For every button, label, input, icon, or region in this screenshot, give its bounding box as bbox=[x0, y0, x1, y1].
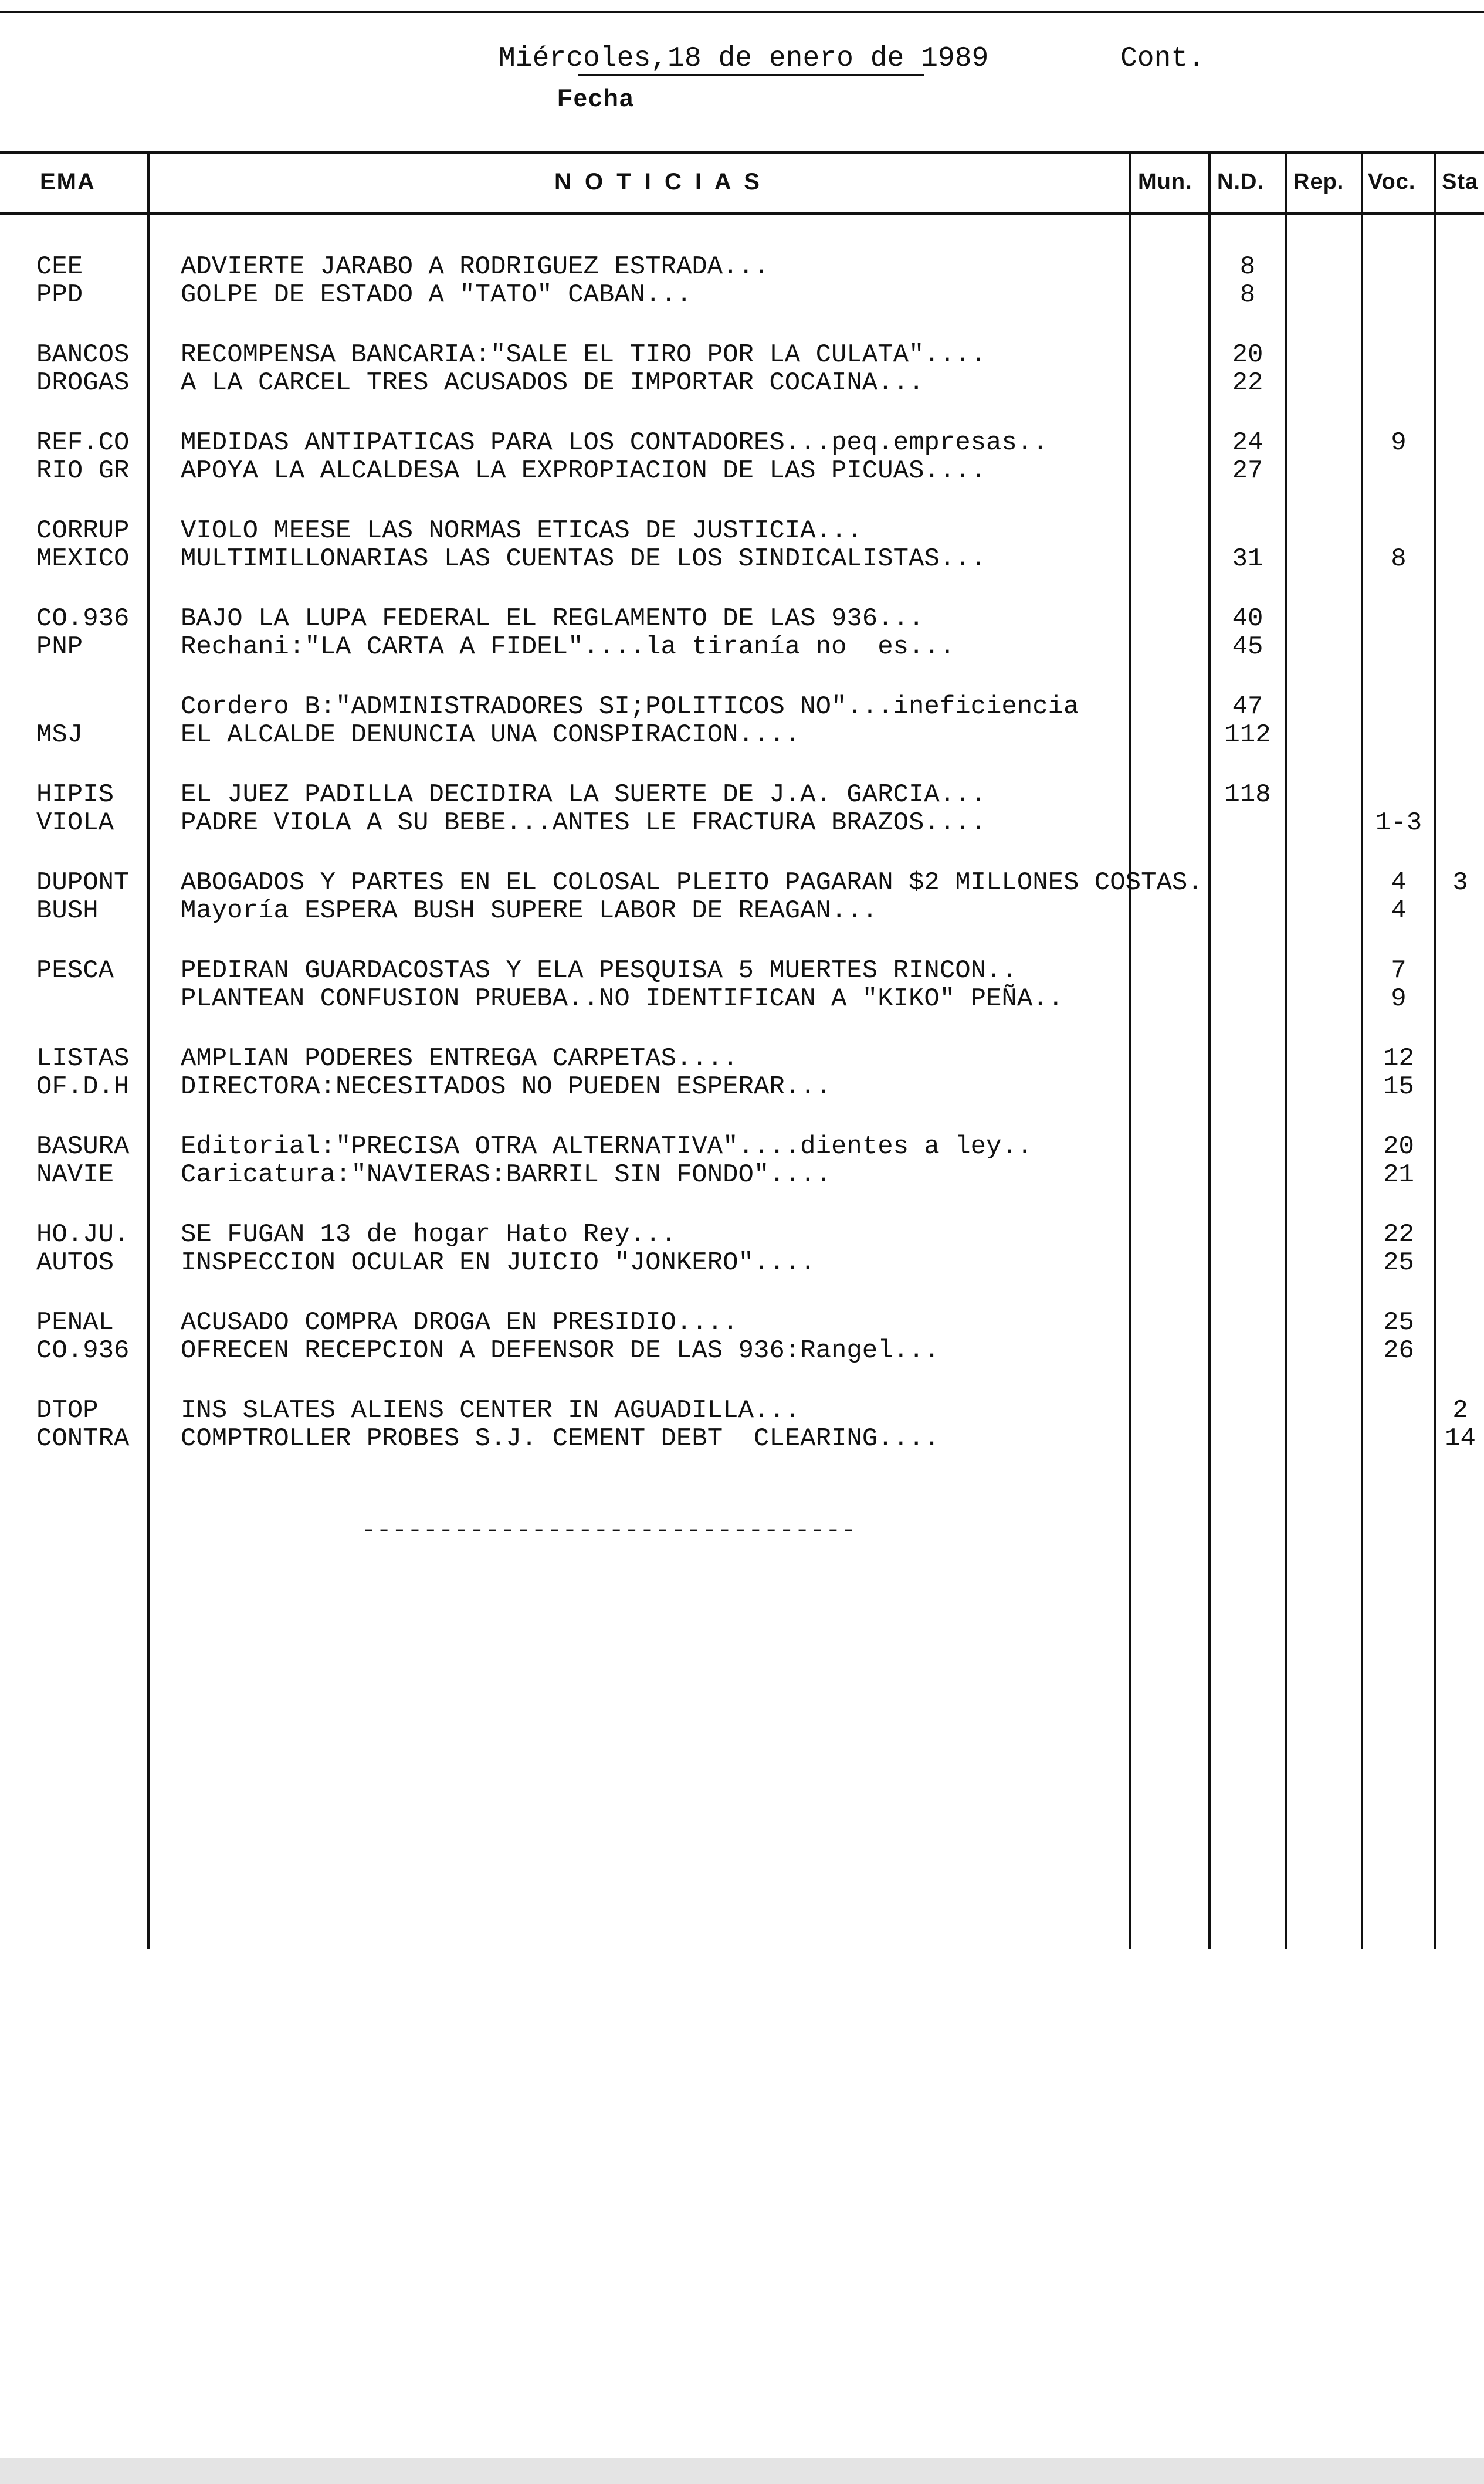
row-noticia: VIOLO MEESE LAS NORMAS ETICAS DE JUSTICIA... bbox=[181, 516, 862, 545]
row-tema: CO.936 bbox=[36, 604, 130, 633]
row-tema: REF.CO bbox=[36, 428, 130, 458]
row-noticia: INS SLATES ALIENS CENTER IN AGUADILLA... bbox=[181, 1396, 801, 1425]
row-noticia: APOYA LA ALCALDESA LA EXPROPIACION DE LAS PICUAS.... bbox=[181, 456, 987, 486]
row-voc: 4 bbox=[1391, 868, 1407, 897]
row-nd: 40 bbox=[1232, 604, 1263, 633]
row-noticia: PEDIRAN GUARDACOSTAS Y ELA PESQUISA 5 MUERTES RINCON.. bbox=[181, 956, 1017, 985]
row-tema: CEE bbox=[36, 252, 83, 282]
cont-text: Cont. bbox=[1120, 43, 1205, 74]
row-sta: 2 bbox=[1452, 1396, 1468, 1425]
col-header-voc: Voc. bbox=[1368, 170, 1416, 194]
row-sta: 3 bbox=[1452, 868, 1468, 897]
row-voc: 7 bbox=[1391, 956, 1407, 985]
row-tema: BASURA bbox=[36, 1132, 130, 1161]
row-voc: 1-3 bbox=[1375, 808, 1422, 838]
row-tema: DROGAS bbox=[36, 368, 130, 398]
footer-dashes: -------------------------------- bbox=[361, 1516, 856, 1546]
row-noticia: PLANTEAN CONFUSION PRUEBA..NO IDENTIFICAN A "KIKO" PEÑA.. bbox=[181, 984, 1064, 1014]
row-noticia: RECOMPENSA BANCARIA:"SALE EL TIRO POR LA CULATA".... bbox=[181, 340, 987, 370]
row-nd: 8 bbox=[1239, 252, 1256, 282]
row-voc: 15 bbox=[1383, 1072, 1414, 1102]
table-header-top-rule bbox=[0, 151, 1484, 154]
row-noticia: ABOGADOS Y PARTES EN EL COLOSAL PLEITO PAGARAN $2 MILLONES COSTAS. bbox=[181, 868, 1203, 897]
row-nd: 24 bbox=[1232, 428, 1263, 458]
row-voc: 22 bbox=[1383, 1220, 1414, 1249]
row-voc: 21 bbox=[1383, 1160, 1414, 1190]
row-noticia: DIRECTORA:NECESITADOS NO PUEDEN ESPERAR... bbox=[181, 1072, 831, 1102]
row-nd: 47 bbox=[1232, 692, 1263, 721]
col-rule-voc bbox=[1434, 151, 1436, 1949]
row-noticia: ACUSADO COMPRA DROGA EN PRESIDIO.... bbox=[181, 1308, 738, 1337]
row-tema: MSJ bbox=[36, 720, 83, 750]
row-noticia: Editorial:"PRECISA OTRA ALTERNATIVA"....dientes a ley.. bbox=[181, 1132, 1033, 1161]
row-noticia: PADRE VIOLA A SU BEBE...ANTES LE FRACTURA BRAZOS.... bbox=[181, 808, 987, 838]
row-voc: 8 bbox=[1391, 544, 1407, 574]
row-noticia: ADVIERTE JARABO A RODRIGUEZ ESTRADA... bbox=[181, 252, 770, 282]
row-nd: 112 bbox=[1224, 720, 1271, 750]
row-sta: 14 bbox=[1445, 1424, 1476, 1453]
date-underline bbox=[578, 74, 924, 76]
row-tema: PNP bbox=[36, 632, 83, 662]
row-noticia: COMPTROLLER PROBES S.J. CEMENT DEBT CLEARING.... bbox=[181, 1424, 940, 1453]
row-noticia: BAJO LA LUPA FEDERAL EL REGLAMENTO DE LAS 936... bbox=[181, 604, 924, 633]
row-voc: 9 bbox=[1391, 984, 1407, 1014]
row-tema: HO.JU. bbox=[36, 1220, 130, 1249]
row-noticia: INSPECCION OCULAR EN JUICIO "JONKERO".... bbox=[181, 1248, 816, 1277]
row-noticia: Rechani:"LA CARTA A FIDEL"....la tiranía no es... bbox=[181, 632, 956, 662]
row-noticia: A LA CARCEL TRES ACUSADOS DE IMPORTAR COCAINA... bbox=[181, 368, 924, 398]
row-tema: BUSH bbox=[36, 896, 99, 926]
row-noticia: GOLPE DE ESTADO A "TATO" CABAN... bbox=[181, 280, 692, 310]
row-nd: 20 bbox=[1232, 340, 1263, 370]
col-rule-tema bbox=[147, 151, 150, 1949]
row-tema: VIOLA bbox=[36, 808, 114, 838]
row-nd: 45 bbox=[1232, 632, 1263, 662]
row-tema: BANCOS bbox=[36, 340, 130, 370]
row-nd: 8 bbox=[1239, 280, 1256, 310]
row-tema: OF.D.H bbox=[36, 1072, 130, 1102]
row-tema: CONTRA bbox=[36, 1424, 130, 1453]
row-tema: RIO GR bbox=[36, 456, 130, 486]
col-header-tema: EMA bbox=[40, 169, 96, 195]
row-voc: 25 bbox=[1383, 1308, 1414, 1337]
row-voc: 20 bbox=[1383, 1132, 1414, 1161]
row-noticia: AMPLIAN PODERES ENTREGA CARPETAS.... bbox=[181, 1044, 738, 1073]
col-header-mun: Mun. bbox=[1138, 170, 1192, 194]
row-voc: 25 bbox=[1383, 1248, 1414, 1277]
row-noticia: OFRECEN RECEPCION A DEFENSOR DE LAS 936:Rangel... bbox=[181, 1336, 940, 1365]
row-noticia: MEDIDAS ANTIPATICAS PARA LOS CONTADORES...peq.empresas.. bbox=[181, 428, 1048, 458]
row-tema: LISTAS bbox=[36, 1044, 130, 1073]
row-voc: 12 bbox=[1383, 1044, 1414, 1073]
row-tema: PESCA bbox=[36, 956, 114, 985]
col-rule-nd bbox=[1285, 151, 1287, 1949]
row-tema: MEXICO bbox=[36, 544, 130, 574]
scan-bottom-edge bbox=[0, 2458, 1484, 2484]
col-header-noticias: N O T I C I A S bbox=[554, 169, 763, 195]
row-tema: CO.936 bbox=[36, 1336, 130, 1365]
row-tema: CORRUP bbox=[36, 516, 130, 545]
row-voc: 4 bbox=[1391, 896, 1407, 926]
col-header-rep: Rep. bbox=[1293, 170, 1344, 194]
row-noticia: MULTIMILLONARIAS LAS CUENTAS DE LOS SINDICALISTAS... bbox=[181, 544, 987, 574]
row-noticia: EL JUEZ PADILLA DECIDIRA LA SUERTE DE J.A. GARCIA... bbox=[181, 780, 987, 809]
row-tema: NAVIE bbox=[36, 1160, 114, 1190]
fecha-label: Fecha bbox=[557, 84, 635, 111]
table-header-bottom-rule bbox=[0, 212, 1484, 215]
col-rule-noticias bbox=[1129, 151, 1131, 1949]
row-noticia: Cordero B:"ADMINISTRADORES SI;POLITICOS NO"...ineficiencia bbox=[181, 692, 1079, 721]
row-voc: 26 bbox=[1383, 1336, 1414, 1365]
row-noticia: Caricatura:"NAVIERAS:BARRIL SIN FONDO".... bbox=[181, 1160, 831, 1190]
row-nd: 118 bbox=[1224, 780, 1271, 809]
col-rule-mun bbox=[1208, 151, 1211, 1949]
row-noticia: SE FUGAN 13 de hogar Hato Rey... bbox=[181, 1220, 676, 1249]
row-noticia: Mayoría ESPERA BUSH SUPERE LABOR DE REAGAN... bbox=[181, 896, 878, 926]
row-tema: PPD bbox=[36, 280, 83, 310]
row-nd: 22 bbox=[1232, 368, 1263, 398]
date-text: Miércoles,18 de enero de 1989 bbox=[499, 43, 989, 74]
row-tema: HIPIS bbox=[36, 780, 114, 809]
row-nd: 31 bbox=[1232, 544, 1263, 574]
row-tema: AUTOS bbox=[36, 1248, 114, 1277]
col-header-nd: N.D. bbox=[1217, 170, 1264, 194]
col-header-sta: Sta bbox=[1442, 170, 1479, 194]
row-tema: DTOP bbox=[36, 1396, 99, 1425]
row-tema: DUPONT bbox=[36, 868, 130, 897]
row-nd: 27 bbox=[1232, 456, 1263, 486]
top-rule bbox=[0, 11, 1484, 13]
row-tema: PENAL bbox=[36, 1308, 114, 1337]
row-noticia: EL ALCALDE DENUNCIA UNA CONSPIRACION.... bbox=[181, 720, 801, 750]
row-voc: 9 bbox=[1391, 428, 1407, 458]
